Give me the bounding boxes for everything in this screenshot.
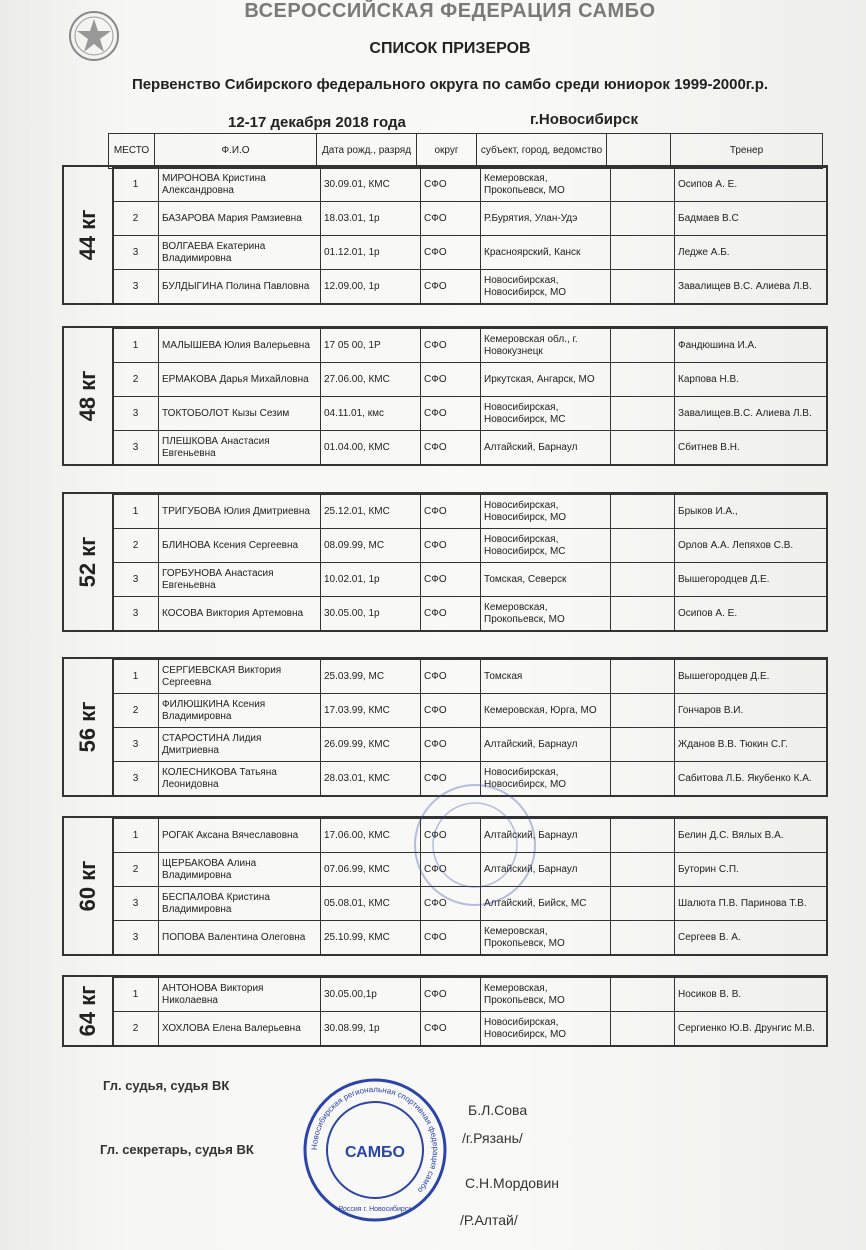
cell-place: 3 bbox=[113, 887, 159, 921]
cell-dob: 08.09.99, МС bbox=[321, 529, 421, 563]
cell-name: АНТОНОВА Виктория Николаевна bbox=[159, 978, 321, 1012]
cell-dob: 07.06.99, КМС bbox=[321, 853, 421, 887]
cell-dob: 25.10.99, КМС bbox=[321, 921, 421, 955]
cell-name: БУЛДЫГИНА Полина Павловна bbox=[159, 270, 321, 304]
weight-category-text: 48 кг bbox=[75, 370, 100, 422]
cell-place: 3 bbox=[113, 762, 159, 796]
cell-region: Томская, Северск bbox=[481, 563, 611, 597]
cell-region: Кемеровская, Прокопьевск, МО bbox=[481, 168, 611, 202]
cell-region: Алтайский, Барнаул bbox=[481, 431, 611, 465]
cell-region: Новосибирская, Новосибирск, МО bbox=[481, 762, 611, 796]
stamp-ring-text: Новосибирская региональная спортивная федерация самбо bbox=[309, 1084, 441, 1195]
cell-district: СФО bbox=[421, 168, 481, 202]
cell-coach: Фандюшина И.А. bbox=[675, 329, 827, 363]
weight-group bbox=[62, 657, 828, 797]
weight-category-label bbox=[64, 659, 114, 795]
cell-dob: 17.03.99, КМС bbox=[321, 694, 421, 728]
cell-coach: Бадмаев В.С bbox=[675, 202, 827, 236]
cell-coach: Осипов А. Е. bbox=[675, 168, 827, 202]
federation-name: ВСЕРОССИЙСКАЯ ФЕДЕРАЦИЯ САМБО bbox=[244, 0, 656, 22]
cell-place: 3 bbox=[113, 563, 159, 597]
official-stamp bbox=[300, 1075, 450, 1225]
cell-place: 2 bbox=[113, 202, 159, 236]
table-row bbox=[113, 978, 827, 1012]
cell-dob: 17.06.00, КМС bbox=[321, 819, 421, 853]
competition-title: Первенство Сибирского федерального округа по самбо среди юниорок 1999-2000г.р. bbox=[131, 76, 769, 93]
cell-dob: 30.05.00, 1р bbox=[321, 597, 421, 631]
cell-region: Новосибирская, Новосибирск, МО bbox=[481, 495, 611, 529]
cell-extra bbox=[611, 978, 675, 1012]
cell-dob: 01.04.00, КМС bbox=[321, 431, 421, 465]
cell-extra bbox=[611, 563, 675, 597]
cell-district: СФО bbox=[421, 529, 481, 563]
chief-judge-name: Б.Л.Сова bbox=[468, 1102, 528, 1118]
cell-extra bbox=[611, 597, 675, 631]
cell-coach: Шалюта П.В. Паринова Т.В. bbox=[675, 887, 827, 921]
cell-coach: Завалищев.В.С. Алиева Л.В. bbox=[675, 397, 827, 431]
cell-district: СФО bbox=[421, 660, 481, 694]
cell-name: СЕРГИЕВСКАЯ Виктория Сергеевна bbox=[159, 660, 321, 694]
cell-place: 1 bbox=[113, 168, 159, 202]
cell-region: Томская bbox=[481, 660, 611, 694]
cell-district: СФО bbox=[421, 597, 481, 631]
cell-dob: 25.03.99, МС bbox=[321, 660, 421, 694]
cell-region: Алтайский, Барнаул bbox=[481, 853, 611, 887]
cell-region: Алтайский, Барнаул bbox=[481, 728, 611, 762]
cell-name: БАЗАРОВА Мария Рамзиевна bbox=[159, 202, 321, 236]
table-row bbox=[113, 202, 827, 236]
cell-district: СФО bbox=[421, 495, 481, 529]
weight-category-label bbox=[64, 977, 114, 1045]
table-row bbox=[113, 694, 827, 728]
cell-place: 1 bbox=[113, 660, 159, 694]
cell-place: 3 bbox=[113, 431, 159, 465]
results-table bbox=[112, 659, 827, 796]
table-row bbox=[113, 597, 827, 631]
table-row bbox=[113, 529, 827, 563]
cell-place: 3 bbox=[113, 397, 159, 431]
cell-extra bbox=[611, 168, 675, 202]
cell-region: Кемеровская, Прокопьевск, МО bbox=[481, 921, 611, 955]
column-header-row bbox=[108, 133, 823, 169]
cell-region: Кемеровская, Прокопьевск, МО bbox=[481, 978, 611, 1012]
cell-name: ГОРБУНОВА Анастасия Евгеньевна bbox=[159, 563, 321, 597]
cell-district: СФО bbox=[421, 329, 481, 363]
weight-category-label bbox=[64, 167, 114, 303]
cell-region: Кемеровская обл., г. Новокузнецк bbox=[481, 329, 611, 363]
cell-coach: Сабитова Л.Б. Якубенко К.А. bbox=[675, 762, 827, 796]
table-row bbox=[113, 270, 827, 304]
cell-dob: 30.05.00,1р bbox=[321, 978, 421, 1012]
cell-district: СФО bbox=[421, 363, 481, 397]
cell-coach: Гончаров В.И. bbox=[675, 694, 827, 728]
cell-district: СФО bbox=[421, 270, 481, 304]
cell-place: 2 bbox=[113, 1012, 159, 1046]
cell-extra bbox=[611, 1012, 675, 1046]
cell-coach: Буторин С.П. bbox=[675, 853, 827, 887]
weight-category-text: 64 кг bbox=[75, 985, 100, 1037]
column-region: субъект, город, ведомство bbox=[477, 134, 607, 169]
cell-region: Новосибирская, Новосибирск, МС bbox=[481, 397, 611, 431]
cell-district: СФО bbox=[421, 819, 481, 853]
table-row bbox=[113, 495, 827, 529]
cell-place: 3 bbox=[113, 270, 159, 304]
table-row bbox=[113, 1012, 827, 1046]
weight-group bbox=[62, 492, 828, 632]
cell-region: Алтайский, Бийск, МС bbox=[481, 887, 611, 921]
cell-place: 2 bbox=[113, 363, 159, 397]
cell-place: 3 bbox=[113, 597, 159, 631]
cell-name: ХОХЛОВА Елена Валерьевна bbox=[159, 1012, 321, 1046]
cell-extra bbox=[611, 853, 675, 887]
cell-name: СТАРОСТИНА Лидия Дмитриевна bbox=[159, 728, 321, 762]
cell-region: Новосибирская, Новосибирск, МС bbox=[481, 529, 611, 563]
federation-logo-icon bbox=[68, 10, 120, 62]
chief-judge-city: /г.Рязань/ bbox=[462, 1130, 523, 1146]
competition-dates: 12-17 декабря 2018 года bbox=[228, 114, 406, 131]
cell-name: БЕСПАЛОВА Кристина Владимировна bbox=[159, 887, 321, 921]
cell-region: Кемеровская, Прокопьевск, МО bbox=[481, 597, 611, 631]
weight-category-text: 44 кг bbox=[75, 209, 100, 261]
cell-name: МИРОНОВА Кристина Александровна bbox=[159, 168, 321, 202]
cell-extra bbox=[611, 236, 675, 270]
table-row bbox=[113, 660, 827, 694]
cell-coach: Вышегородцев Д.Е. bbox=[675, 563, 827, 597]
weight-group bbox=[62, 165, 828, 305]
table-row bbox=[113, 728, 827, 762]
cell-dob: 28.03.01, КМС bbox=[321, 762, 421, 796]
cell-extra bbox=[611, 495, 675, 529]
cell-dob: 26.09.99, КМС bbox=[321, 728, 421, 762]
cell-extra bbox=[611, 694, 675, 728]
cell-name: ФИЛЮШКИНА Ксения Владимировна bbox=[159, 694, 321, 728]
cell-district: СФО bbox=[421, 1012, 481, 1046]
cell-name: БЛИНОВА Ксения Сергеевна bbox=[159, 529, 321, 563]
cell-extra bbox=[611, 431, 675, 465]
cell-district: СФО bbox=[421, 431, 481, 465]
chief-judge-title: Гл. судья, судья ВК bbox=[103, 1078, 230, 1093]
cell-name: ЩЕРБАКОВА Алина Владимировна bbox=[159, 853, 321, 887]
cell-place: 1 bbox=[113, 329, 159, 363]
results-table bbox=[112, 167, 827, 304]
cell-extra bbox=[611, 660, 675, 694]
weight-group bbox=[62, 975, 828, 1047]
column-district: округ bbox=[417, 134, 477, 169]
cell-region: Красноярский, Канск bbox=[481, 236, 611, 270]
column-dob: Дата рожд., разряд bbox=[317, 134, 417, 169]
cell-region: Новосибирская, Новосибирск, МО bbox=[481, 1012, 611, 1046]
cell-region: Иркутская, Ангарск, МО bbox=[481, 363, 611, 397]
chief-secretary-region: /Р.Алтай/ bbox=[460, 1212, 518, 1228]
cell-coach: Осипов А. Е. bbox=[675, 597, 827, 631]
column-extra bbox=[607, 134, 671, 169]
cell-coach: Брыков И.А., bbox=[675, 495, 827, 529]
cell-extra bbox=[611, 363, 675, 397]
cell-name: МАЛЫШЕВА Юлия Валерьевна bbox=[159, 329, 321, 363]
weight-category-text: 52 кг bbox=[75, 536, 100, 588]
table-row bbox=[113, 329, 827, 363]
table-row bbox=[113, 168, 827, 202]
cell-name: ТОКТОБОЛОТ Кызы Сезим bbox=[159, 397, 321, 431]
cell-coach: Сбитнев В.Н. bbox=[675, 431, 827, 465]
cell-coach: Белин Д.С. Вялых В.А. bbox=[675, 819, 827, 853]
weight-category-label bbox=[64, 494, 114, 630]
cell-place: 2 bbox=[113, 853, 159, 887]
results-table bbox=[112, 494, 827, 631]
cell-dob: 25.12.01, КМС bbox=[321, 495, 421, 529]
cell-extra bbox=[611, 329, 675, 363]
cell-coach: Орлов А.А. Лепяхов С.В. bbox=[675, 529, 827, 563]
cell-dob: 30.08.99, 1р bbox=[321, 1012, 421, 1046]
table-row bbox=[113, 921, 827, 955]
cell-place: 3 bbox=[113, 921, 159, 955]
cell-dob: 17 05 00, 1Р bbox=[321, 329, 421, 363]
cell-district: СФО bbox=[421, 563, 481, 597]
table-row bbox=[113, 563, 827, 597]
cell-district: СФО bbox=[421, 853, 481, 887]
faded-stamp-icon bbox=[410, 780, 540, 910]
cell-region: Новосибирская, Новосибирск, МО bbox=[481, 270, 611, 304]
chief-secretary-title: Гл. секретарь, судья ВК bbox=[100, 1142, 254, 1157]
cell-district: СФО bbox=[421, 397, 481, 431]
cell-district: СФО bbox=[421, 236, 481, 270]
cell-extra bbox=[611, 270, 675, 304]
cell-name: ВОЛГАЕВА Екатерина Владимировна bbox=[159, 236, 321, 270]
table-row bbox=[113, 397, 827, 431]
cell-extra bbox=[611, 529, 675, 563]
cell-extra bbox=[611, 397, 675, 431]
weight-category-label bbox=[64, 818, 114, 954]
stamp-bottom-text: Россия г. Новосибирск bbox=[338, 1206, 412, 1213]
weight-category-label bbox=[64, 328, 114, 464]
cell-coach: Вышегородцев Д.Е. bbox=[675, 660, 827, 694]
cell-extra bbox=[611, 202, 675, 236]
cell-coach: Сергиенко Ю.В. Друнгис М.В. bbox=[675, 1012, 827, 1046]
cell-extra bbox=[611, 887, 675, 921]
cell-dob: 10.02.01, 1р bbox=[321, 563, 421, 597]
weight-group bbox=[62, 326, 828, 466]
cell-district: СФО bbox=[421, 728, 481, 762]
cell-dob: 12.09.00, 1р bbox=[321, 270, 421, 304]
cell-place: 1 bbox=[113, 819, 159, 853]
cell-district: СФО bbox=[421, 921, 481, 955]
cell-district: СФО bbox=[421, 762, 481, 796]
cell-extra bbox=[611, 762, 675, 796]
chief-secretary-name: С.Н.Мордовин bbox=[465, 1175, 560, 1191]
cell-place: 2 bbox=[113, 529, 159, 563]
cell-region: Р.Бурятия, Улан-Удэ bbox=[481, 202, 611, 236]
cell-place: 3 bbox=[113, 236, 159, 270]
cell-name: ПЛЕШКОВА Анастасия Евгеньевна bbox=[159, 431, 321, 465]
results-table bbox=[112, 977, 827, 1046]
cell-region: Алтайский, Барнаул bbox=[481, 819, 611, 853]
cell-extra bbox=[611, 819, 675, 853]
table-row bbox=[113, 363, 827, 397]
cell-name: ЕРМАКОВА Дарья Михайловна bbox=[159, 363, 321, 397]
cell-name: КОЛЕСНИКОВА Татьяна Леонидовна bbox=[159, 762, 321, 796]
list-title: СПИСОК ПРИЗЕРОВ bbox=[369, 40, 531, 57]
cell-extra bbox=[611, 921, 675, 955]
cell-name: РОГАК Аксана Вячеславовна bbox=[159, 819, 321, 853]
weight-category-text: 56 кг bbox=[75, 701, 100, 753]
cell-name: ПОПОВА Валентина Олеговна bbox=[159, 921, 321, 955]
cell-region: Кемеровская, Юрга, МО bbox=[481, 694, 611, 728]
cell-dob: 30.09.01, КМС bbox=[321, 168, 421, 202]
cell-coach: Носиков В. В. bbox=[675, 978, 827, 1012]
cell-coach: Жданов В.В. Тюкин С.Г. bbox=[675, 728, 827, 762]
column-name: Ф.И.О bbox=[155, 134, 317, 169]
column-coach: Тренер bbox=[671, 134, 823, 169]
cell-coach: Завалищев В.С. Алиева Л.В. bbox=[675, 270, 827, 304]
cell-dob: 27.06.00, КМС bbox=[321, 363, 421, 397]
cell-district: СФО bbox=[421, 978, 481, 1012]
cell-coach: Ледже А.Б. bbox=[675, 236, 827, 270]
cell-extra bbox=[611, 728, 675, 762]
competition-city: г.Новосибирск bbox=[530, 111, 638, 128]
cell-district: СФО bbox=[421, 202, 481, 236]
cell-coach: Сергеев В. А. bbox=[675, 921, 827, 955]
cell-place: 3 bbox=[113, 728, 159, 762]
column-place: МЕСТО bbox=[109, 134, 155, 169]
cell-district: СФО bbox=[421, 694, 481, 728]
results-table bbox=[112, 328, 827, 465]
cell-dob: 01.12.01, 1р bbox=[321, 236, 421, 270]
stamp-center-text: САМБО bbox=[345, 1144, 405, 1161]
cell-district: СФО bbox=[421, 887, 481, 921]
table-row bbox=[113, 236, 827, 270]
cell-dob: 18.03.01, 1р bbox=[321, 202, 421, 236]
cell-place: 1 bbox=[113, 978, 159, 1012]
cell-dob: 05.08.01, КМС bbox=[321, 887, 421, 921]
cell-place: 1 bbox=[113, 495, 159, 529]
cell-coach: Карпова Н.В. bbox=[675, 363, 827, 397]
weight-category-text: 60 кг bbox=[75, 860, 100, 912]
cell-dob: 04.11.01, кмс bbox=[321, 397, 421, 431]
cell-name: КОСОВА Виктория Артемовна bbox=[159, 597, 321, 631]
cell-name: ТРИГУБОВА Юлия Дмитриевна bbox=[159, 495, 321, 529]
table-row bbox=[113, 431, 827, 465]
cell-place: 2 bbox=[113, 694, 159, 728]
